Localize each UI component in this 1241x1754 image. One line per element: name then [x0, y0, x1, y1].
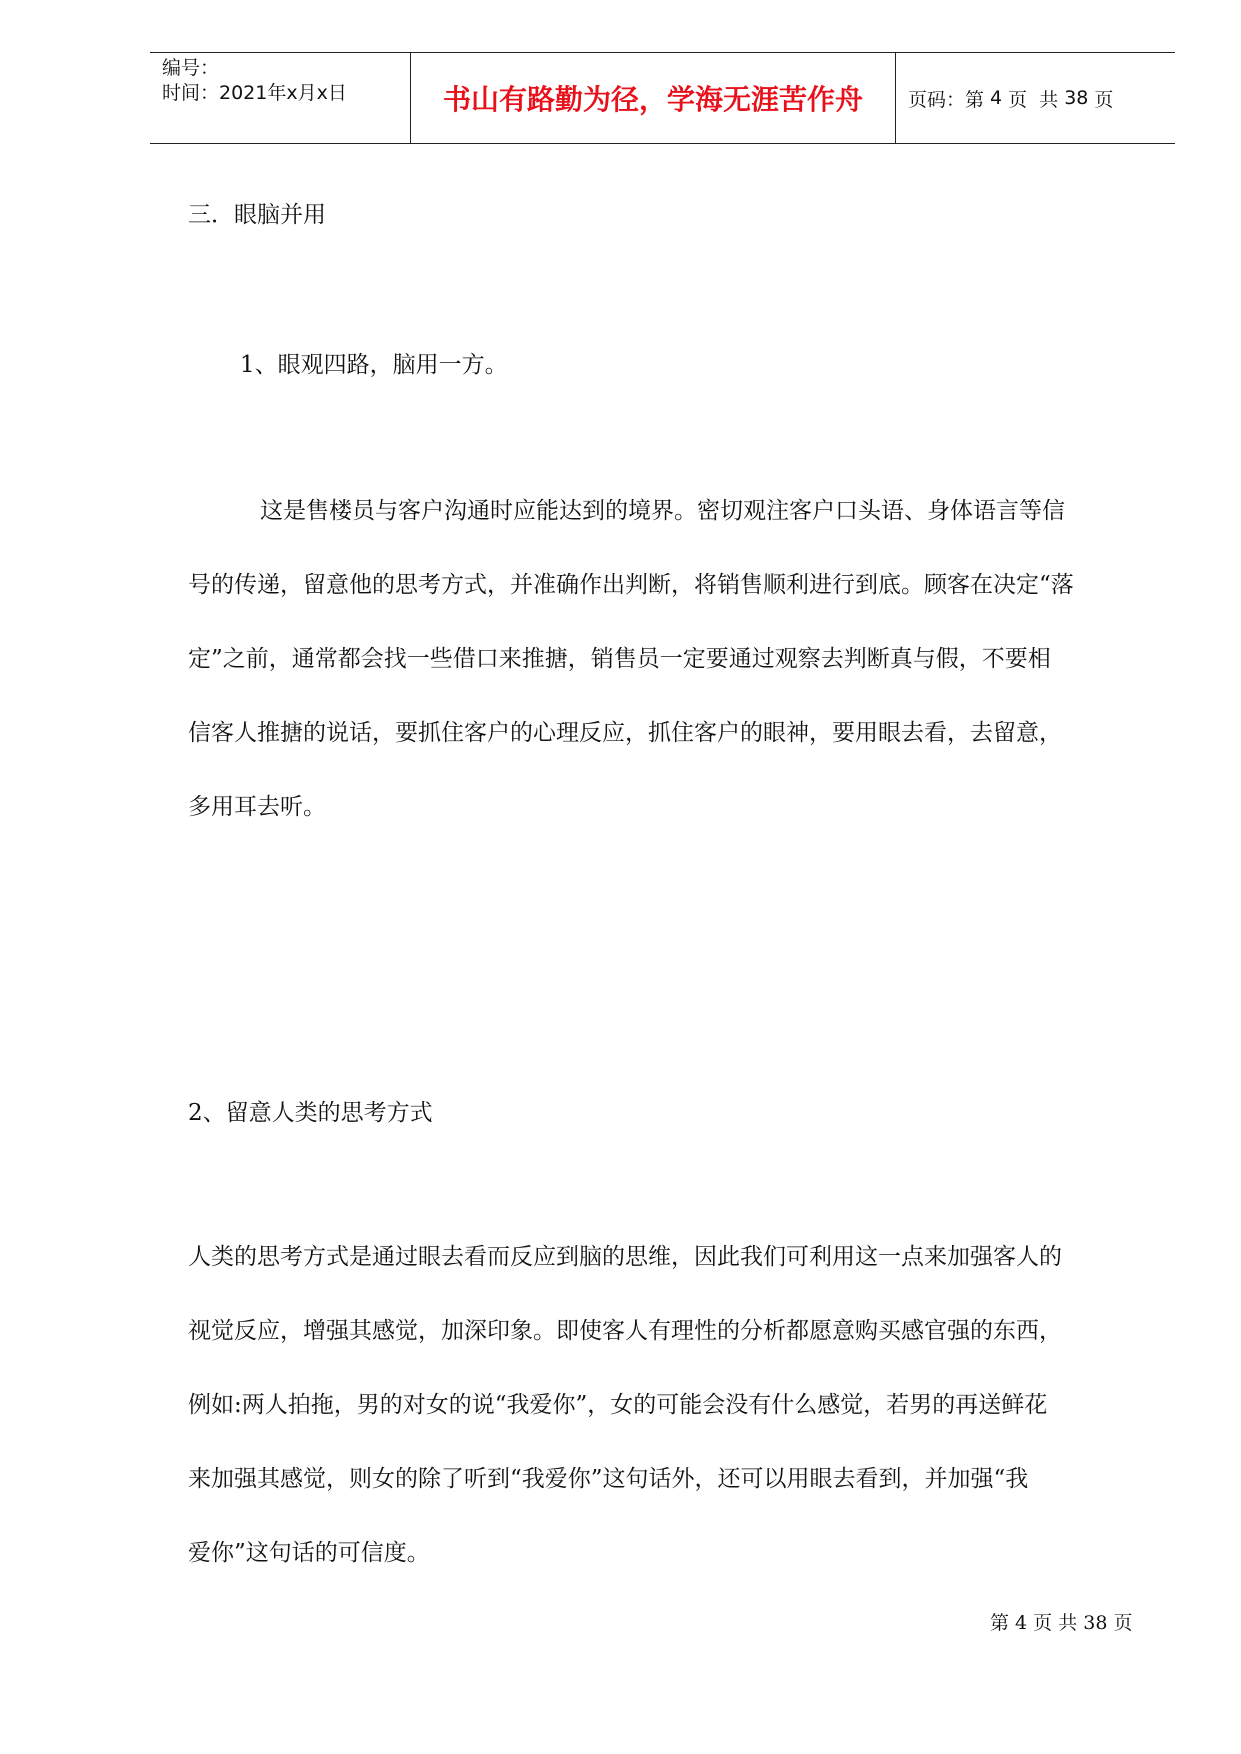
page-total: 38: [1064, 87, 1089, 109]
time-label: 时间：2021年x月x日: [162, 82, 347, 104]
paragraph-line: 人类的思考方式是通过眼去看而反应到脑的思维，因此我们可利用这一点来加强客人的: [188, 1244, 1062, 1270]
paragraph-line: 来加强其感觉，则女的除了听到“我爱你”这句话外，还可以用眼去看到，并加强“我: [188, 1466, 1029, 1492]
paragraph-1: [188, 474, 1138, 844]
item1-heading: 1、眼观四路，脑用一方。: [240, 352, 508, 378]
paragraph-line: 例如:两人拍拖，男的对女的说“我爱你”，女的可能会没有什么感觉，若男的再送鲜花: [188, 1392, 1048, 1418]
section-heading: 三．眼脑并用: [188, 202, 326, 228]
paragraph-line: 信客人推搪的说话，要抓住客户的心理反应，抓住客户的眼神，要用眼去看，去留意，: [188, 720, 1062, 746]
header-motto: [410, 53, 896, 143]
item2-heading: 2、留意人类的思考方式: [188, 1100, 433, 1126]
paragraph-line: 爱你”这句话的可信度。: [188, 1540, 430, 1566]
page-footer: 第 4 页 共 38 页: [990, 1612, 1133, 1634]
motto-text: 书山有路勤为径，学海无涯苦作舟: [442, 83, 863, 116]
paragraph-line: 视觉反应，增强其感觉，加深印象。即使客人有理性的分析都愿意购买感官强的东西，: [188, 1318, 1062, 1344]
serial-label: 编号：: [162, 57, 220, 79]
header-meta: [150, 53, 410, 143]
page-mid: 页 共: [1008, 88, 1059, 111]
paragraph-line: 定”之前，通常都会找一些借口来推搪，销售员一定要通过观察去判断真与假，不要相: [188, 646, 1051, 672]
page-number: 4: [990, 87, 1003, 109]
header-page-info: [896, 53, 1175, 143]
paragraph-2: [188, 1220, 1138, 1590]
page-header: [150, 52, 1175, 144]
paragraph-line: 号的传递，留意他的思考方式，并准确作出判断，将销售顺利进行到底。顾客在决定“落: [188, 572, 1074, 598]
paragraph-line: 多用耳去听。: [188, 794, 326, 820]
paragraph-line: 这是售楼员与客户沟通时应能达到的境界。密切观注客户口头语、身体语言等信: [260, 498, 1065, 524]
page-prefix: 页码：第: [908, 88, 985, 111]
page-suffix: 页: [1094, 88, 1114, 111]
